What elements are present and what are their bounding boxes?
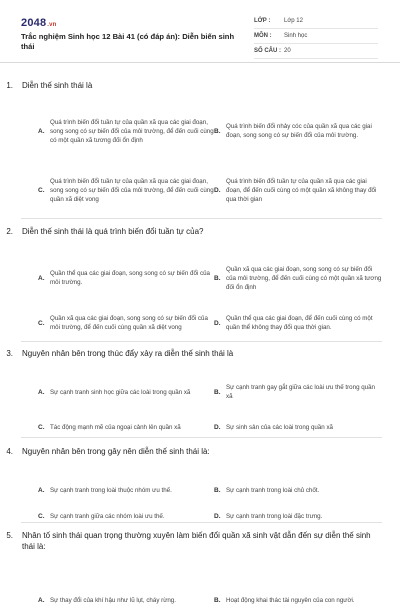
- meta-row-subject: [254, 29, 378, 44]
- option-letter: D.: [214, 512, 221, 520]
- option-letter: C.: [38, 186, 45, 194]
- question-5: [0, 530, 400, 602]
- meta-table: [254, 14, 378, 59]
- option-a[interactable]: [38, 258, 214, 298]
- option-a[interactable]: [38, 381, 214, 403]
- option-letter: A.: [38, 388, 45, 396]
- option-text: Quần xã qua các giai đoạn, song song có sự biến đổi của môi trường, để đến cuối cùng quần xã diệt vong: [50, 315, 208, 331]
- option-a[interactable]: [38, 589, 214, 611]
- option-text: Sự cạnh tranh gay gắt giữa các loài ưu thế trong quần xã: [226, 384, 375, 400]
- question-text: Diễn thế sinh thái là quá trình biến đổi tuần tự của?: [22, 227, 204, 236]
- option-text: Quá trình biến đổi tuần tự của quần xã qua các giai đoạn, song song có sự biến đổi của môi trường, để đến cuối cùng quần xã diệt vong: [50, 177, 214, 203]
- question-number: 1.: [6, 81, 13, 90]
- question-divider: [21, 341, 382, 342]
- option-letter: C.: [38, 512, 45, 520]
- question-4: [0, 446, 400, 527]
- question-text: Nguyên nhân bên trong thúc đẩy xảy ra diễn thế sinh thái là: [22, 349, 234, 358]
- option-a[interactable]: [38, 111, 214, 151]
- option-letter: B.: [214, 127, 221, 135]
- option-c[interactable]: [38, 416, 214, 438]
- option-b[interactable]: [214, 258, 382, 298]
- option-letter: B.: [214, 596, 221, 604]
- question-number: 5.: [6, 531, 13, 540]
- option-text: Sự cạnh tranh trong loài thuộc nhóm ưu thế.: [50, 486, 172, 494]
- option-text: Quần xã qua các giai đoạn, song song có sự biến đổi của môi trường, để đến cuối cùng có một quần xã tương đối ổn định: [226, 265, 382, 291]
- meta-key: SỐ CÂU :: [254, 48, 281, 54]
- option-letter: D.: [214, 423, 221, 431]
- question-3: [0, 348, 400, 439]
- question-divider: [21, 522, 382, 523]
- option-b[interactable]: [214, 589, 382, 611]
- option-letter: B.: [214, 274, 221, 282]
- option-b[interactable]: [214, 479, 382, 501]
- option-c[interactable]: [38, 509, 214, 523]
- option-d[interactable]: [214, 303, 382, 343]
- option-text: Sự cạnh tranh sinh học giữa các loài trong quần xã: [50, 388, 191, 396]
- option-letter: A.: [38, 486, 45, 494]
- option-text: Quá trình biến đổi tuần tự của quần xã qua các giai đoạn, song song có sự biến đổi của môi trường, để đến cuối cùng có một quần xã tương đối ổn định: [50, 118, 214, 144]
- option-letter: A.: [38, 596, 45, 604]
- option-text: Tác động mạnh mẽ của ngoại cảnh lên quần xã: [50, 423, 181, 431]
- option-text: Quần thể qua các giai đoạn, song song có sự biến đổi của môi trường.: [50, 270, 210, 286]
- meta-value: 20: [284, 48, 291, 54]
- option-letter: A.: [38, 127, 45, 135]
- question-text: Diễn thế sinh thái là: [22, 81, 93, 90]
- option-b[interactable]: [214, 381, 382, 403]
- question-2: [0, 226, 400, 347]
- option-text: Sự sinh sản của các loài trong quần xã: [226, 423, 333, 431]
- question-divider: [21, 218, 382, 219]
- option-b[interactable]: [214, 111, 382, 151]
- option-text: Sự cạnh tranh giữa các nhóm loài ưu thế.: [50, 512, 165, 520]
- question-number: 2.: [6, 227, 13, 236]
- option-text: Hoạt động khai thác tài nguyên của con người.: [226, 596, 355, 604]
- option-d[interactable]: [214, 170, 382, 210]
- meta-key: LỚP :: [254, 18, 271, 24]
- question-text: Nguyên nhân bên trong gây nên diễn thế sinh thái là:: [22, 447, 210, 456]
- option-letter: A.: [38, 274, 45, 282]
- meta-row-class: [254, 14, 378, 29]
- option-letter: B.: [214, 486, 221, 494]
- logo-text: 2048: [21, 17, 47, 29]
- question-text: Nhân tố sinh thái quan trọng thường xuyên làm biến đổi quần xã sinh vật dẫn đến sự diễn thế sinh thái là:: [22, 531, 371, 551]
- site-logo[interactable]: [21, 17, 57, 29]
- meta-key: MÔN :: [254, 33, 272, 39]
- option-letter: C.: [38, 319, 45, 327]
- option-a[interactable]: [38, 479, 214, 501]
- option-letter: D.: [214, 319, 221, 327]
- option-c[interactable]: [38, 170, 214, 210]
- option-d[interactable]: [214, 416, 382, 438]
- page-header: [0, 0, 400, 63]
- option-letter: C.: [38, 423, 45, 431]
- question-number: 4.: [6, 447, 13, 456]
- option-text: Sự cạnh tranh trong loài đặc trưng.: [226, 512, 323, 520]
- page-title: Trắc nghiệm Sinh học 12 Bài 41 (có đáp án): Diễn biến sinh thái: [21, 32, 235, 51]
- meta-value: Lớp 12: [284, 18, 303, 24]
- option-text: Quá trình biến đổi tuần tự của quần xã qua các giai đoạn, để đến cuối cùng có một quần xã không thay đổi qua thời gian: [226, 177, 377, 203]
- meta-value: Sinh học: [284, 33, 308, 39]
- option-text: Sự thay đổi của khí hậu như lũ lụt, cháy rừng.: [50, 596, 176, 604]
- meta-row-count: [254, 44, 378, 59]
- option-text: Quá trình biến đổi nhảy cóc của quần xã qua các giai đoạn, song song có sự biến đổi của môi trường.: [226, 123, 372, 139]
- question-1: [0, 80, 400, 241]
- option-text: Sự cạnh tranh trong loài chủ chốt.: [226, 486, 320, 494]
- logo-suffix: .vn: [47, 22, 57, 28]
- option-d[interactable]: [214, 509, 382, 523]
- question-divider: [21, 437, 382, 438]
- option-letter: D.: [214, 186, 221, 194]
- option-c[interactable]: [38, 303, 214, 343]
- question-number: 3.: [6, 349, 13, 358]
- option-letter: B.: [214, 388, 221, 396]
- option-text: Quần thể qua các giai đoạn, để đến cuối cùng có một quần thể không thay đổi qua thời gian.: [226, 315, 373, 331]
